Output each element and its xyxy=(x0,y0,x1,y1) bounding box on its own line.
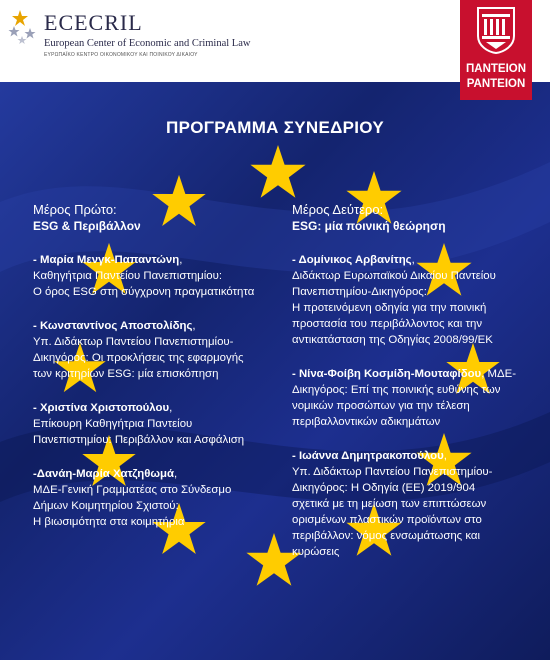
ececril-subtitle: European Center of Economic and Criminal Law xyxy=(44,38,251,49)
speaker-suffix: , xyxy=(443,450,447,462)
panteion-emblem-icon xyxy=(476,6,516,54)
ececril-stars-icon xyxy=(6,8,46,48)
talk-text: Υπ. Διδάκτωρ Παντείου Πανεπιστημίου- Δικηγόρος: Η Οδηγία (ΕΕ) 2019/904 σχετικά με τη μείωση των επιπτώσεων ορισμένων πλαστικών προϊόντων στο περιβάλλον: νόμος ενσωμάτωσης και κυρώσεις xyxy=(292,466,493,558)
panteion-logo[interactable] xyxy=(460,0,532,100)
panteion-name-greek: ΠΑΝΤΕΙΟΝ xyxy=(465,63,527,75)
part-one-topic: ESG & Περιβάλλον xyxy=(33,219,141,233)
page-title: ΠΡΟΓΡΑΜΜΑ ΣΥΝΕΔΡΙΟΥ xyxy=(166,118,384,137)
speaker-suffix: , xyxy=(192,320,196,332)
ececril-name: ECECRIL xyxy=(44,10,143,35)
speaker-name: -Δανάη-Μαρία Χατζηθωμά xyxy=(33,468,174,480)
talk-item xyxy=(33,466,273,530)
talk-item xyxy=(33,252,273,300)
panteion-name-latin: PANTEION xyxy=(466,78,526,90)
talk-text: ΜΔΕ-Γενική Γραμματέας στο Σύνδεσμο Δήμων Κοιμητηρίου Σχιστού: Η βιωσιμότητα στα κοιμητήρια xyxy=(33,484,232,528)
part-two-label: Μέρος Δεύτερο: xyxy=(292,202,384,217)
part-two-topic: ESG: μία ποινική θεώρηση xyxy=(292,219,446,233)
speaker-name: - Κωνσταντίνος Αποστολίδης xyxy=(33,320,193,332)
talk-text: Δικηγόρος: Επί της ποινικής ευθύνης των νομικών προσώπων για την τέλεση περιβαλλοντικών αδικημάτων xyxy=(292,384,501,428)
talk-text: Υπ. Διδάκτωρ Παντείου Πανεπιστημίου- Δικηγόρος: Οι προκλήσεις της εφαρμογής των κριτηρίων ESG: μία επισκόπηση xyxy=(33,336,244,380)
speaker-name: - Νίνα-Φοίβη Κοσμίδη-Μουταφίδου xyxy=(292,368,482,380)
speaker-name: - Δομίνικος Αρβανίτης xyxy=(292,254,412,266)
speaker-name: - Μαρία Μενγκ-Παπαντώνη xyxy=(33,254,180,266)
speaker-suffix: , xyxy=(169,402,173,414)
ececril-greek-line: ΕΥΡΩΠΑΪΚΟ ΚΕΝΤΡΟ ΟΙΚΟΝΟΜΙΚΟΥ ΚΑΙ ΠΟΙΝΙΚΟΥ ΔΙΚΑΙΟΥ xyxy=(44,52,198,58)
part-two-column xyxy=(292,202,524,578)
speaker-suffix: , xyxy=(179,254,183,266)
speaker-suffix: , ΜΔΕ- xyxy=(481,368,517,380)
talk-text: Διδάκτωρ Ευρωπαϊκού Δικαίου Παντείου Πανεπιστημίου-Δικηγόρος: Η προτεινόμενη οδηγία για την ποινική προστασία του περιβάλλοντος και την αντικατάσταση της Οδηγίας 2008/99/ΕΚ xyxy=(292,270,496,346)
speaker-suffix: , xyxy=(174,468,178,480)
talk-text: Επίκουρη Καθηγήτρια Παντείου Πανεπιστημίου: Περιβάλλον και Ασφάλιση xyxy=(33,418,245,446)
speaker-name: - Χριστίνα Χριστοπούλου xyxy=(33,402,170,414)
talk-text: Καθηγήτρια Παντείου Πανεπιστημίου: Ο όρος ESG στη σύγχρονη πραγματικότητα xyxy=(33,270,255,298)
talk-item xyxy=(292,366,524,430)
talk-item xyxy=(33,318,273,382)
talk-item xyxy=(33,400,273,448)
speaker-suffix: , xyxy=(411,254,415,266)
part-one-label: Μέρος Πρώτο: xyxy=(33,202,117,217)
speaker-name: - Ιωάννα Δημητρακοπούλου xyxy=(292,450,444,462)
star-icon xyxy=(248,142,308,202)
part-one-column xyxy=(33,202,273,548)
talk-item xyxy=(292,448,524,560)
talk-item xyxy=(292,252,524,348)
ececril-logo[interactable] xyxy=(6,8,256,68)
